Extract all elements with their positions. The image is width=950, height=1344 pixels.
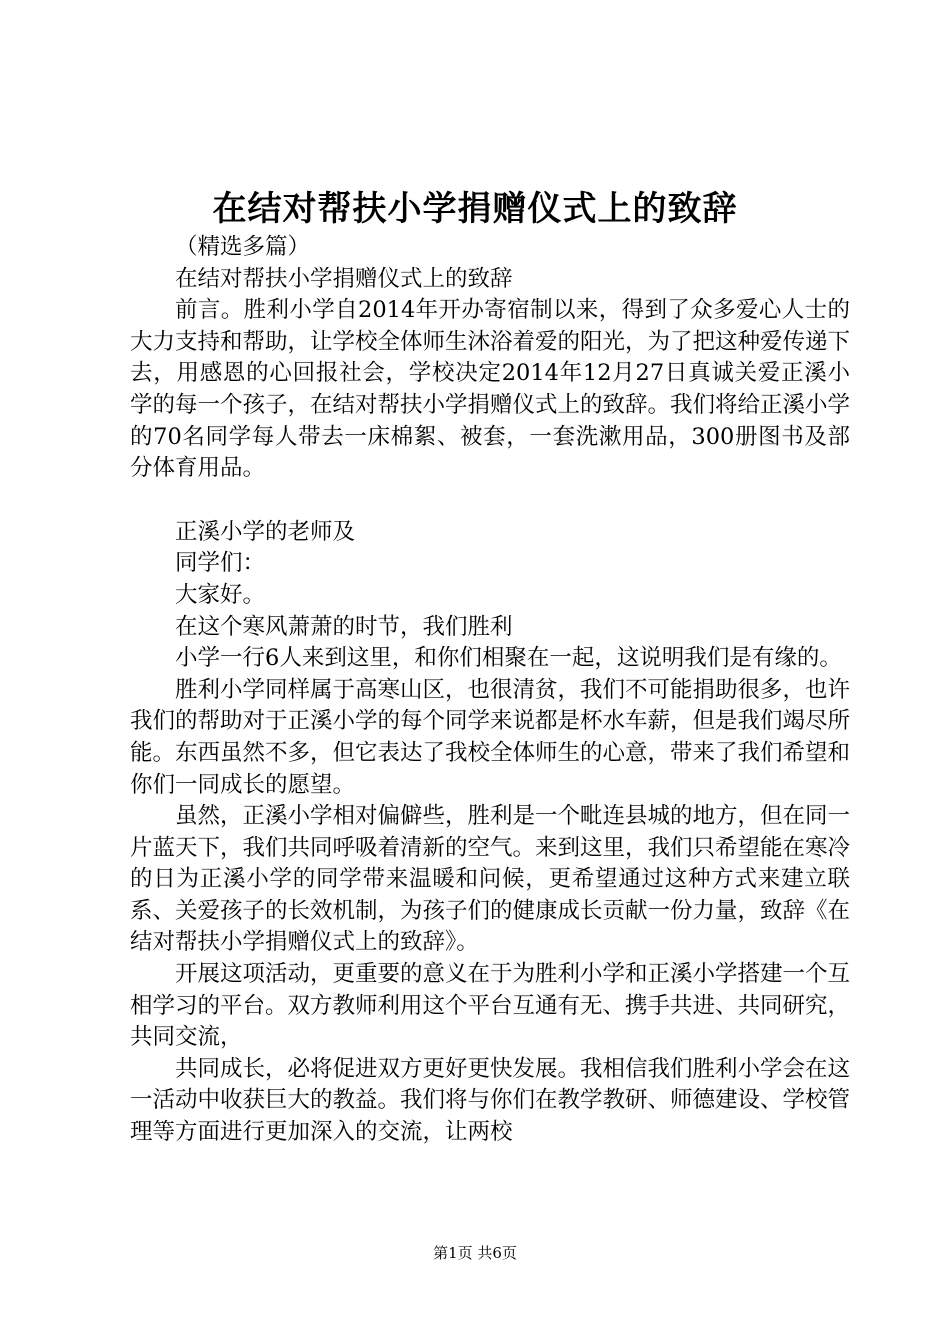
subtitle-note: （精选多篇） <box>175 234 311 260</box>
paragraph: 正溪小学的老师及 <box>175 518 356 545</box>
document-title: 在结对帮扶小学捐赠仪式上的致辞 <box>212 189 738 229</box>
paragraph: 在这个寒风萧萧的时节，我们胜利 <box>175 613 513 640</box>
document-body <box>130 232 850 1149</box>
paragraph: 共同成长，必将促进双方更好更快发展。我相信我们胜利小学会在这一活动中收获巨大的教益。我们将与你们在教学教研、师德建设、学校管理等方面进行更加深入的交流，让两校 <box>130 1055 851 1146</box>
paragraph: 小学一行6人来到这里，和你们相聚在一起，这说明我们是有缘的。 <box>175 645 842 672</box>
paragraph: 大家好。 <box>175 581 266 608</box>
paragraph: 虽然，正溪小学相对偏僻些，胜利是一个毗连县城的地方，但在同一片蓝天下，我们共同呼吸着清新的空气。来到这里，我们只希望能在寒冷的日为正溪小学的同学带来温暖和问候，更希望通过这种方式来建立联系、关爱孩子的长效机制，为孩子们的健康成长贡献一份力量，致辞《在结对帮扶小学捐赠仪式上的致辞》。 <box>130 803 851 956</box>
paragraph: 开展这项活动，更重要的意义在于为胜利小学和正溪小学搭建一个互相学习的平台。双方教师利用这个平台互通有无、携手共进、共同研究，共同交流， <box>130 961 851 1051</box>
paragraph: 在结对帮扶小学捐赠仪式上的致辞 <box>175 265 513 292</box>
paragraph: 同学们： <box>175 550 266 577</box>
paragraph: 前言。胜利小学自2014年开办寄宿制以来，得到了众多爱心人士的大力支持和帮助，让学校全体师生沐浴着爱的阳光，为了把这种爱传递下去，用感恩的心回报社会，学校决定2014年12月27日真诚关爱正溪小学的每一个孩子，在结对帮扶小学捐赠仪式上的致辞。我们将给正溪小学的70名同学每人带去一床棉絮、被套，一套洗漱用品，300册图书及部分体育用品。 <box>130 297 851 482</box>
page-footer: 第1页 共6页 <box>433 1244 517 1262</box>
paragraph: 胜利小学同样属于高寒山区，也很清贫，我们不可能捐助很多，也许我们的帮助对于正溪小学的每个同学来说都是杯水车薪，但是我们竭尽所能。东西虽然不多，但它表达了我校全体师生的心意，带来了我们希望和你们一同成长的愿望。 <box>130 676 851 798</box>
